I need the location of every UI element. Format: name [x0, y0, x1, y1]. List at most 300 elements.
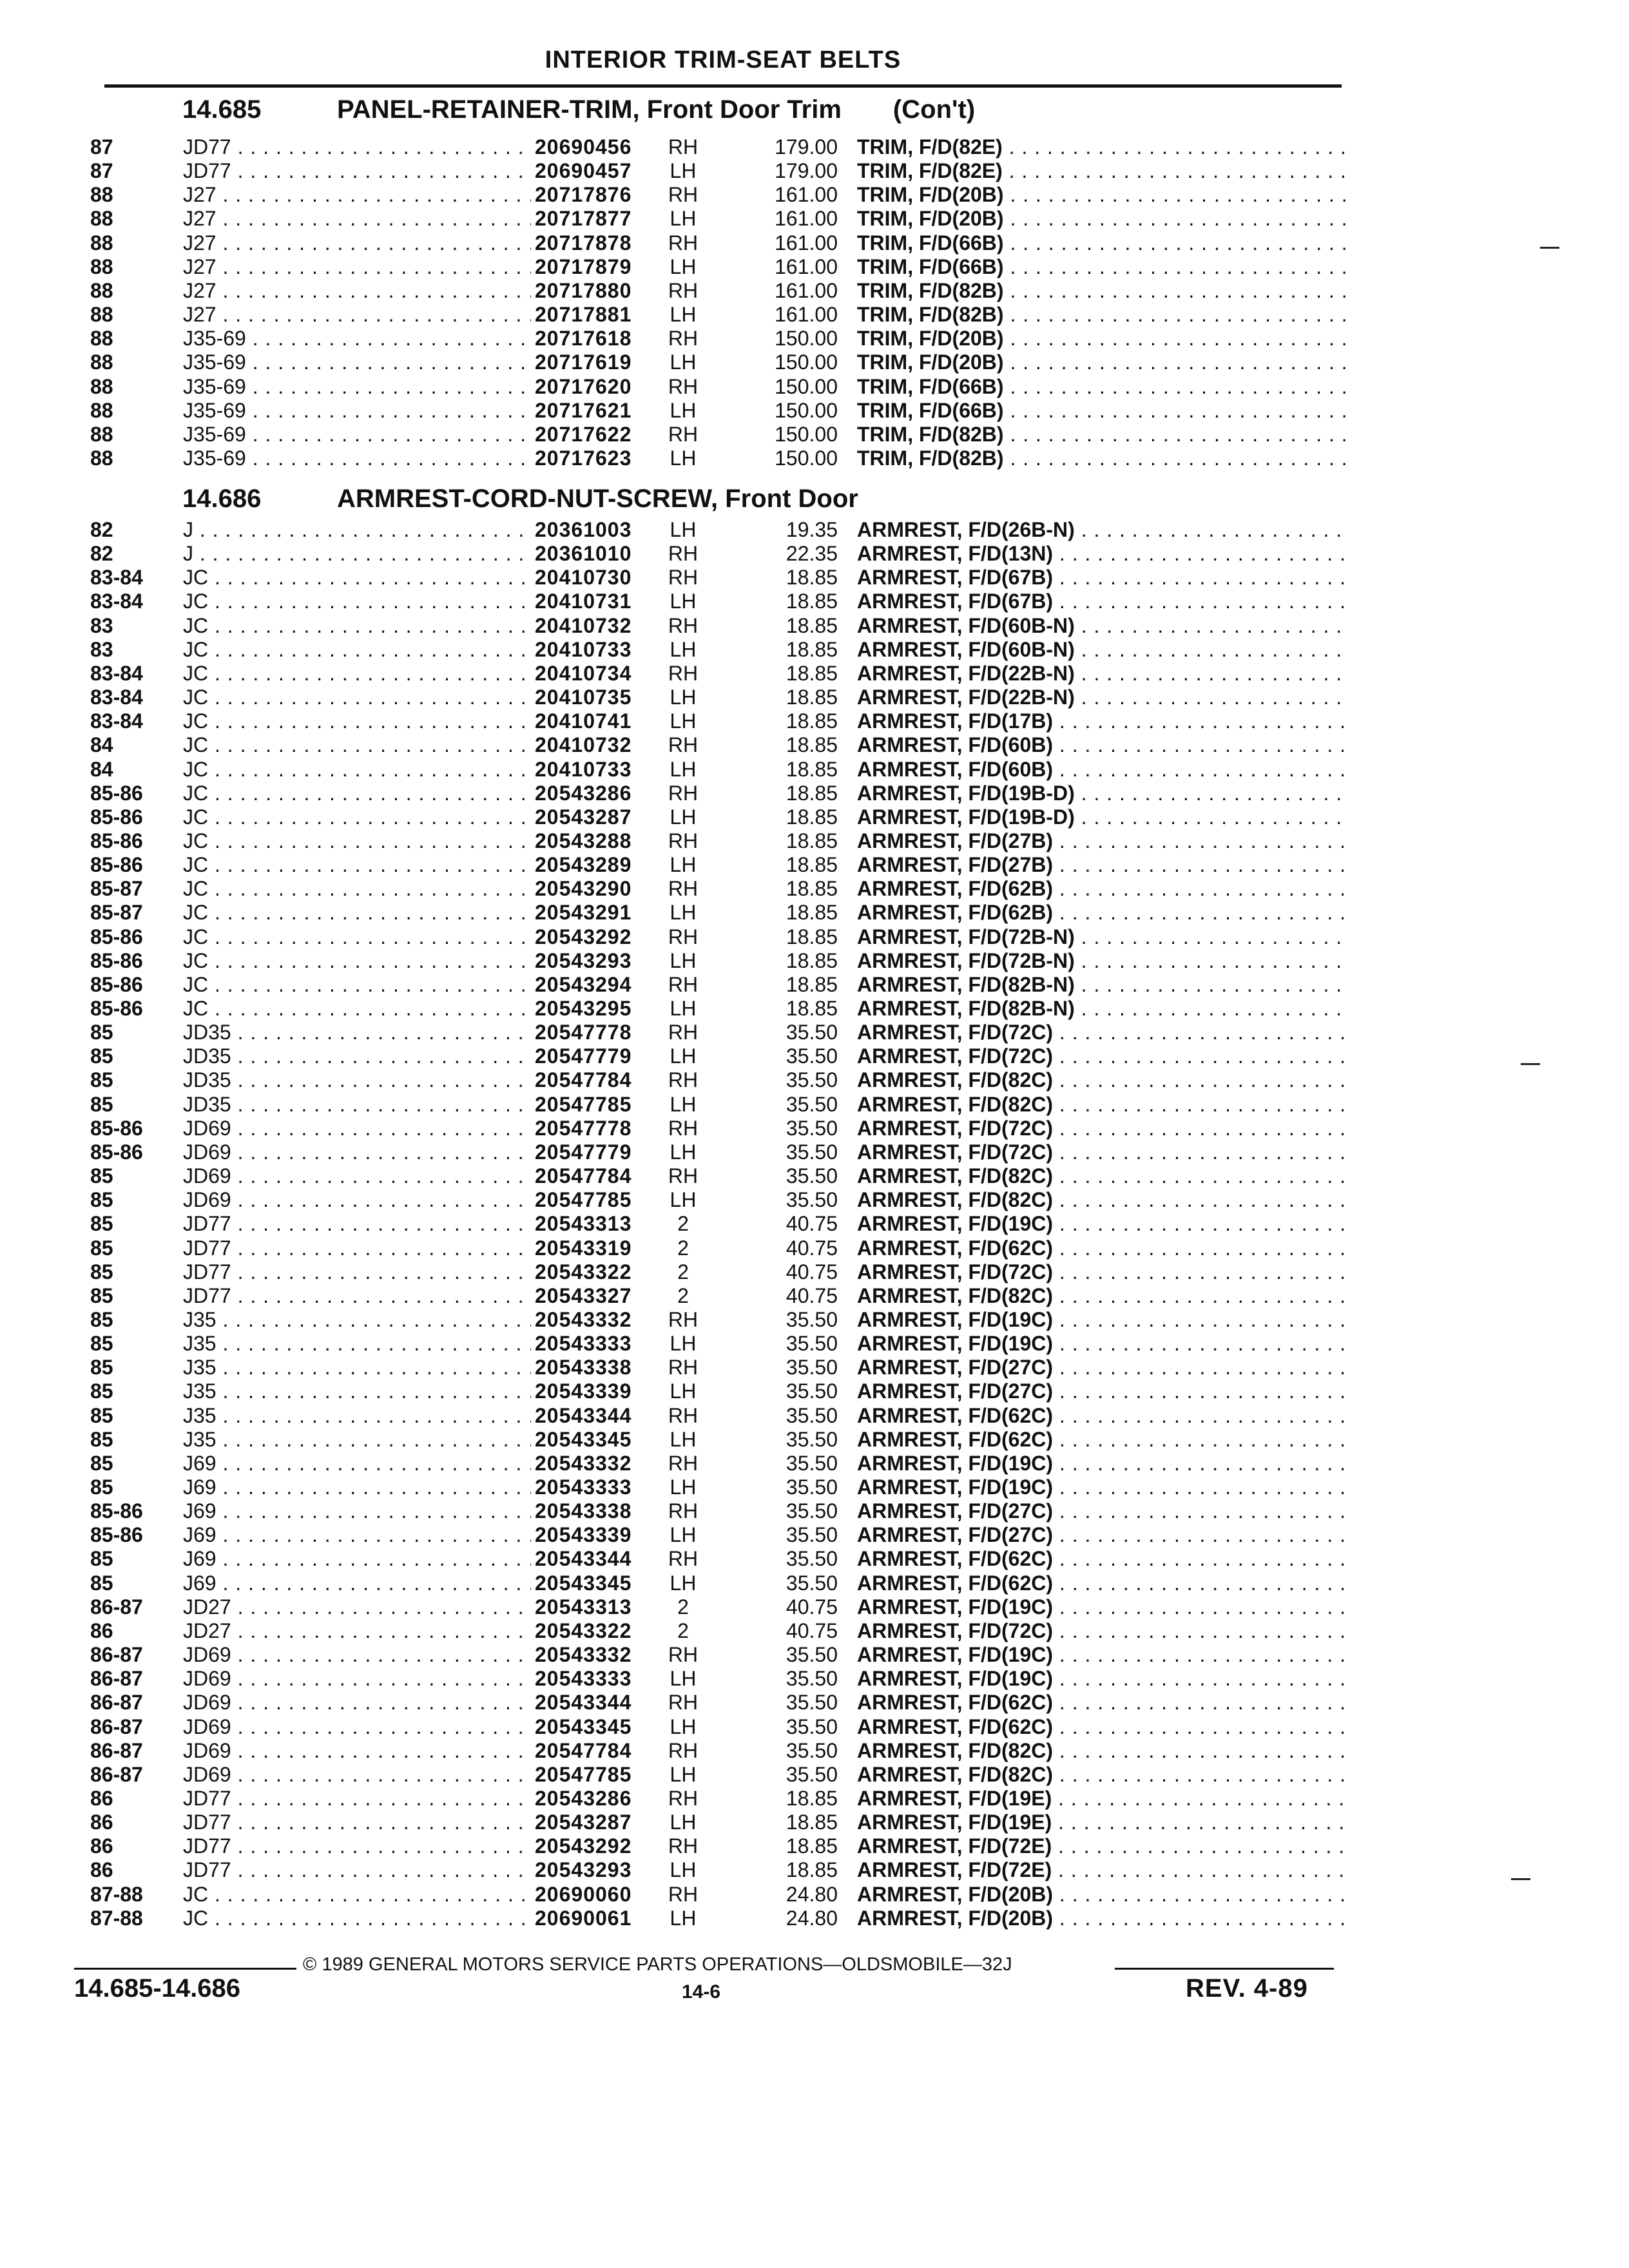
- price: 35.50: [786, 1164, 838, 1188]
- part-number: 20410735: [535, 686, 632, 709]
- part-description: ARMREST, F/D(72C) . . .: [857, 1117, 1347, 1140]
- model-year: 85-86: [90, 805, 143, 829]
- part-description: ARMREST, F/D(62C) . . .: [857, 1236, 1347, 1260]
- page-title: INTERIOR TRIM-SEAT BELTS: [545, 46, 901, 73]
- part-number: 20410734: [535, 661, 632, 685]
- price: 18.85: [786, 829, 838, 852]
- model-code: JC . . .: [183, 782, 531, 805]
- table-row: [0, 686, 1629, 709]
- part-description: ARMREST, F/D(19E) . . .: [857, 1811, 1347, 1834]
- model-code: JD69 . . .: [183, 1188, 531, 1212]
- model-year: 85: [90, 1475, 113, 1499]
- model-code: J27 . . .: [183, 255, 531, 279]
- model-year: 85: [90, 1283, 113, 1307]
- model-code: J35 . . .: [183, 1404, 531, 1428]
- part-description: ARMREST, F/D(72C) . . .: [857, 1021, 1347, 1044]
- part-description: ARMREST, F/D(72B-N) . . .: [857, 925, 1347, 949]
- part-description: ARMREST, F/D(72C) . . .: [857, 1260, 1347, 1284]
- side-or-quantity: RH: [668, 1116, 699, 1140]
- table-row: [0, 327, 1629, 351]
- model-year: 85: [90, 1379, 113, 1403]
- part-number: 20410732: [535, 613, 632, 637]
- part-description: TRIM, F/D(82E) . . .: [857, 135, 1347, 159]
- table-row: [0, 638, 1629, 662]
- model-code: J27 . . .: [183, 303, 531, 327]
- part-number: 20690456: [535, 135, 632, 159]
- part-number: 20543332: [535, 1451, 632, 1475]
- price: 18.85: [786, 733, 838, 757]
- model-code: JD77 . . .: [183, 1858, 531, 1882]
- price: 18.85: [786, 948, 838, 972]
- price: 35.50: [786, 1140, 838, 1164]
- model-code: J27 . . .: [183, 231, 531, 255]
- side-or-quantity: LH: [670, 637, 697, 661]
- table-row: [0, 303, 1629, 327]
- model-year: 85: [90, 1547, 113, 1571]
- side-or-quantity: 2: [677, 1595, 689, 1619]
- side-or-quantity: RH: [668, 1834, 699, 1858]
- part-number: 20547785: [535, 1762, 632, 1786]
- table-row: [0, 949, 1629, 973]
- model-code: JD77 . . .: [183, 1236, 531, 1260]
- model-code: J35-69 . . .: [183, 351, 531, 374]
- part-number: 20543345: [535, 1427, 632, 1451]
- price: 18.85: [786, 1786, 838, 1810]
- margin-mark: [1540, 247, 1559, 249]
- model-year: 86: [90, 1834, 113, 1858]
- table-row: [0, 542, 1629, 566]
- side-or-quantity: RH: [668, 1451, 699, 1475]
- part-description: TRIM, F/D(20B) . . .: [857, 327, 1347, 351]
- side-or-quantity: LH: [670, 1762, 697, 1786]
- price: 35.50: [786, 1356, 838, 1379]
- price: 35.50: [786, 1092, 838, 1116]
- model-year: 85: [90, 1332, 113, 1356]
- part-number: 20543333: [535, 1667, 632, 1691]
- model-code: JC . . .: [183, 925, 531, 949]
- side-or-quantity: LH: [670, 518, 697, 541]
- model-code: J27 . . .: [183, 207, 531, 231]
- table-row: [0, 1404, 1629, 1428]
- part-number: 20543290: [535, 877, 632, 901]
- side-or-quantity: RH: [668, 1738, 699, 1762]
- part-description: ARMREST, F/D(62B) . . .: [857, 901, 1347, 925]
- part-number: 20547778: [535, 1021, 632, 1044]
- model-year: 86: [90, 1786, 113, 1810]
- model-code: J35-69 . . .: [183, 399, 531, 423]
- price: 161.00: [775, 183, 838, 207]
- model-year: 85-86: [90, 781, 143, 805]
- model-year: 86-87: [90, 1643, 143, 1667]
- part-number: 20717879: [535, 255, 632, 278]
- part-description: ARMREST, F/D(62C) . . .: [857, 1428, 1347, 1452]
- model-year: 85-86: [90, 925, 143, 948]
- side-or-quantity: RH: [668, 1643, 699, 1667]
- table-row: [0, 1858, 1629, 1882]
- model-year: 85: [90, 1164, 113, 1188]
- part-number: 20547784: [535, 1738, 632, 1762]
- model-year: 88: [90, 327, 113, 351]
- model-code: J69 . . .: [183, 1452, 531, 1475]
- footer-revision: REV. 4-89: [1186, 1974, 1308, 2003]
- part-number: 20543293: [535, 1858, 632, 1882]
- part-description: ARMREST, F/D(19B-D) . . .: [857, 805, 1347, 829]
- model-code: JD35 . . .: [183, 1093, 531, 1117]
- side-or-quantity: RH: [668, 877, 699, 901]
- model-code: JC . . .: [183, 614, 531, 638]
- part-description: ARMREST, F/D(60B) . . .: [857, 733, 1347, 757]
- side-or-quantity: LH: [670, 398, 697, 422]
- part-number: 20410731: [535, 590, 632, 613]
- model-code: JC . . .: [183, 949, 531, 973]
- model-code: JD69 . . .: [183, 1739, 531, 1763]
- part-description: ARMREST, F/D(72C) . . .: [857, 1044, 1347, 1068]
- model-code: J35 . . .: [183, 1332, 531, 1356]
- part-number: 20410733: [535, 757, 632, 781]
- part-description: ARMREST, F/D(13N) . . .: [857, 542, 1347, 566]
- model-year: 83-84: [90, 566, 143, 590]
- part-number: 20410730: [535, 566, 632, 590]
- section-continued-note: (Con't): [892, 95, 976, 124]
- price: 18.85: [786, 613, 838, 637]
- side-or-quantity: RH: [668, 1547, 699, 1571]
- side-or-quantity: LH: [670, 255, 697, 278]
- section-title: PANEL-RETAINER-TRIM, Front Door Trim: [337, 95, 842, 124]
- table-row: [0, 1595, 1629, 1619]
- side-or-quantity: RH: [668, 1068, 699, 1092]
- table-row: [0, 1140, 1629, 1164]
- model-code: J69 . . .: [183, 1571, 531, 1595]
- part-number: 20361003: [535, 518, 632, 541]
- part-number: 20717881: [535, 303, 632, 327]
- model-code: JC . . .: [183, 829, 531, 853]
- price: 35.50: [786, 1762, 838, 1786]
- model-code: JD27 . . .: [183, 1619, 531, 1643]
- model-code: JD35 . . .: [183, 1068, 531, 1092]
- model-year: 88: [90, 255, 113, 278]
- model-year: 86-87: [90, 1738, 143, 1762]
- table-row: [0, 1547, 1629, 1571]
- table-row: [0, 255, 1629, 279]
- part-description: ARMREST, F/D(62C) . . .: [857, 1547, 1347, 1571]
- table-row: [0, 877, 1629, 901]
- model-year: 83: [90, 613, 113, 637]
- model-year: 85-86: [90, 1116, 143, 1140]
- model-year: 85-86: [90, 997, 143, 1020]
- price: 35.50: [786, 1332, 838, 1356]
- part-description: ARMREST, F/D(22B-N) . . .: [857, 662, 1347, 686]
- footer-page-number: 14-6: [682, 1981, 721, 2003]
- price: 40.75: [786, 1212, 838, 1236]
- part-number: 20410732: [535, 733, 632, 757]
- part-number: 20717619: [535, 351, 632, 374]
- part-description: ARMREST, F/D(19C) . . .: [857, 1452, 1347, 1475]
- table-row: [0, 1164, 1629, 1188]
- table-row: [0, 1260, 1629, 1284]
- part-description: ARMREST, F/D(67B) . . .: [857, 566, 1347, 590]
- part-description: TRIM, F/D(20B) . . .: [857, 207, 1347, 231]
- side-or-quantity: RH: [668, 566, 699, 590]
- side-or-quantity: RH: [668, 278, 699, 302]
- table-row: [0, 1883, 1629, 1907]
- part-description: TRIM, F/D(20B) . . .: [857, 183, 1347, 207]
- table-row: [0, 1499, 1629, 1523]
- part-number: 20543332: [535, 1307, 632, 1331]
- part-number: 20543295: [535, 997, 632, 1020]
- model-year: 85: [90, 1403, 113, 1427]
- part-number: 20717622: [535, 422, 632, 446]
- table-row: [0, 447, 1629, 470]
- part-number: 20543286: [535, 781, 632, 805]
- model-code: J27 . . .: [183, 279, 531, 303]
- part-number: 20543292: [535, 925, 632, 948]
- part-number: 20547778: [535, 1116, 632, 1140]
- price: 18.85: [786, 997, 838, 1020]
- model-year: 85-86: [90, 829, 143, 852]
- side-or-quantity: RH: [668, 829, 699, 852]
- model-year: 87: [90, 135, 113, 159]
- price: 35.50: [786, 1379, 838, 1403]
- part-description: ARMREST, F/D(27C) . . .: [857, 1499, 1347, 1523]
- footer-section-range: 14.685-14.686: [74, 1974, 241, 2003]
- table-row: [0, 159, 1629, 183]
- side-or-quantity: RH: [668, 135, 699, 159]
- table-row: [0, 351, 1629, 374]
- model-code: JD77 . . .: [183, 1811, 531, 1834]
- table-row: [0, 1763, 1629, 1787]
- part-number: 20690060: [535, 1882, 632, 1906]
- part-number: 20543338: [535, 1499, 632, 1523]
- part-number: 20410733: [535, 637, 632, 661]
- part-number: 20717618: [535, 327, 632, 351]
- part-number: 20717620: [535, 374, 632, 398]
- table-row: [0, 1236, 1629, 1260]
- price: 18.85: [786, 925, 838, 948]
- model-code: JC . . .: [183, 805, 531, 829]
- part-number: 20543327: [535, 1283, 632, 1307]
- part-number: 20543344: [535, 1547, 632, 1571]
- part-number: 20543333: [535, 1332, 632, 1356]
- model-code: JD77 . . .: [183, 1212, 531, 1236]
- part-description: ARMREST, F/D(82C) . . .: [857, 1739, 1347, 1763]
- part-description: ARMREST, F/D(26B-N) . . .: [857, 518, 1347, 542]
- model-code: JC . . .: [183, 901, 531, 925]
- part-description: ARMREST, F/D(67B) . . .: [857, 590, 1347, 613]
- part-description: ARMREST, F/D(19C) . . .: [857, 1212, 1347, 1236]
- model-code: JD77 . . .: [183, 1284, 531, 1308]
- price: 150.00: [775, 398, 838, 422]
- side-or-quantity: LH: [670, 1332, 697, 1356]
- model-code: J . . .: [183, 518, 531, 542]
- price: 150.00: [775, 374, 838, 398]
- model-year: 87-88: [90, 1906, 143, 1930]
- price: 22.35: [786, 542, 838, 566]
- part-description: ARMREST, F/D(62C) . . .: [857, 1571, 1347, 1595]
- side-or-quantity: RH: [668, 422, 699, 446]
- side-or-quantity: RH: [668, 1499, 699, 1523]
- model-code: JD69 . . .: [183, 1763, 531, 1787]
- side-or-quantity: LH: [670, 757, 697, 781]
- side-or-quantity: RH: [668, 1021, 699, 1044]
- price: 150.00: [775, 327, 838, 351]
- part-description: ARMREST, F/D(82C) . . .: [857, 1093, 1347, 1117]
- table-row: [0, 1379, 1629, 1403]
- side-or-quantity: LH: [670, 1906, 697, 1930]
- model-year: 86: [90, 1811, 113, 1834]
- model-year: 83-84: [90, 709, 143, 733]
- table-row: [0, 997, 1629, 1021]
- header-rule: [104, 84, 1342, 88]
- price: 18.85: [786, 877, 838, 901]
- side-or-quantity: RH: [668, 374, 699, 398]
- part-number: 20690061: [535, 1906, 632, 1930]
- table-row: [0, 1428, 1629, 1452]
- table-row: [0, 279, 1629, 303]
- part-description: ARMREST, F/D(82C) . . .: [857, 1164, 1347, 1188]
- model-code: JC . . .: [183, 1907, 531, 1930]
- model-year: 85: [90, 1092, 113, 1116]
- part-description: ARMREST, F/D(62C) . . .: [857, 1691, 1347, 1715]
- model-year: 88: [90, 207, 113, 231]
- table-row: [0, 1667, 1629, 1691]
- part-number: 20547779: [535, 1140, 632, 1164]
- table-row: [0, 1619, 1629, 1643]
- price: 179.00: [775, 159, 838, 183]
- footer-rule-left: [74, 1968, 296, 1970]
- side-or-quantity: RH: [668, 661, 699, 685]
- model-code: JC . . .: [183, 638, 531, 662]
- price: 161.00: [775, 207, 838, 231]
- side-or-quantity: LH: [670, 1092, 697, 1116]
- part-description: ARMREST, F/D(72C) . . .: [857, 1619, 1347, 1643]
- side-or-quantity: LH: [670, 805, 697, 829]
- part-number: 20543287: [535, 1811, 632, 1834]
- table-row: [0, 973, 1629, 997]
- model-year: 88: [90, 398, 113, 422]
- table-row: [0, 1475, 1629, 1499]
- part-description: TRIM, F/D(66B) . . .: [857, 231, 1347, 255]
- model-year: 85: [90, 1188, 113, 1212]
- section-heading: [182, 485, 858, 514]
- model-code: JC . . .: [183, 733, 531, 757]
- model-year: 86-87: [90, 1715, 143, 1738]
- part-number: 20543345: [535, 1571, 632, 1595]
- table-row: [0, 782, 1629, 805]
- price: 40.75: [786, 1619, 838, 1642]
- price: 18.85: [786, 590, 838, 613]
- side-or-quantity: LH: [670, 853, 697, 877]
- side-or-quantity: LH: [670, 1188, 697, 1212]
- table-row: [0, 853, 1629, 877]
- table-row: [0, 1044, 1629, 1068]
- table-row: [0, 1356, 1629, 1379]
- part-number: 20543339: [535, 1523, 632, 1547]
- model-code: JD77 . . .: [183, 135, 531, 159]
- table-row: [0, 614, 1629, 638]
- side-or-quantity: RH: [668, 613, 699, 637]
- part-number: 20543286: [535, 1786, 632, 1810]
- part-description: ARMREST, F/D(82C) . . .: [857, 1188, 1347, 1212]
- model-year: 84: [90, 733, 113, 757]
- model-code: JD69 . . .: [183, 1643, 531, 1667]
- side-or-quantity: RH: [668, 1356, 699, 1379]
- table-row: [0, 1332, 1629, 1356]
- table-row: [0, 423, 1629, 447]
- model-year: 86-87: [90, 1762, 143, 1786]
- part-description: TRIM, F/D(82E) . . .: [857, 159, 1347, 183]
- model-code: JC . . .: [183, 686, 531, 709]
- model-year: 85: [90, 1068, 113, 1092]
- part-description: TRIM, F/D(66B) . . .: [857, 255, 1347, 279]
- part-description: ARMREST, F/D(20B) . . .: [857, 1907, 1347, 1930]
- price: 35.50: [786, 1715, 838, 1738]
- model-code: JD35 . . .: [183, 1044, 531, 1068]
- part-number: 20543345: [535, 1715, 632, 1738]
- side-or-quantity: LH: [670, 351, 697, 374]
- part-number: 20690457: [535, 159, 632, 183]
- side-or-quantity: RH: [668, 1307, 699, 1331]
- price: 18.85: [786, 1811, 838, 1834]
- part-number: 20717877: [535, 207, 632, 231]
- part-number: 20543333: [535, 1475, 632, 1499]
- part-description: ARMREST, F/D(72E) . . .: [857, 1834, 1347, 1858]
- section-number: 14.686: [182, 485, 262, 513]
- side-or-quantity: LH: [670, 1811, 697, 1834]
- model-year: 83-84: [90, 590, 143, 613]
- part-number: 20717621: [535, 398, 632, 422]
- price: 161.00: [775, 255, 838, 278]
- part-description: ARMREST, F/D(27B) . . .: [857, 853, 1347, 877]
- part-number: 20543294: [535, 972, 632, 996]
- side-or-quantity: LH: [670, 997, 697, 1020]
- price: 40.75: [786, 1595, 838, 1619]
- price: 18.85: [786, 1834, 838, 1858]
- table-row: [0, 1117, 1629, 1140]
- side-or-quantity: RH: [668, 972, 699, 996]
- model-code: J35-69 . . .: [183, 375, 531, 399]
- price: 35.50: [786, 1547, 838, 1571]
- model-year: 83-84: [90, 686, 143, 709]
- model-year: 85: [90, 1044, 113, 1068]
- footer-copyright: © 1989 GENERAL MOTORS SERVICE PARTS OPERATIONS—OLDSMOBILE—32J: [303, 1954, 1012, 1975]
- model-year: 88: [90, 303, 113, 327]
- side-or-quantity: LH: [670, 1475, 697, 1499]
- side-or-quantity: RH: [668, 733, 699, 757]
- side-or-quantity: RH: [668, 1403, 699, 1427]
- table-row: [0, 1021, 1629, 1044]
- footer-rule-right: [1115, 1968, 1334, 1970]
- side-or-quantity: RH: [668, 1882, 699, 1906]
- table-row: [0, 1308, 1629, 1332]
- side-or-quantity: LH: [670, 1140, 697, 1164]
- part-description: TRIM, F/D(82B) . . .: [857, 279, 1347, 303]
- part-number: 20543322: [535, 1619, 632, 1642]
- section-heading: [182, 95, 975, 124]
- part-description: ARMREST, F/D(19C) . . .: [857, 1643, 1347, 1667]
- model-code: J35-69 . . .: [183, 423, 531, 447]
- table-row: [0, 1811, 1629, 1834]
- part-description: ARMREST, F/D(72B-N) . . .: [857, 949, 1347, 973]
- part-number: 20547779: [535, 1044, 632, 1068]
- price: 18.85: [786, 686, 838, 709]
- part-description: ARMREST, F/D(62C) . . .: [857, 1404, 1347, 1428]
- part-number: 20543313: [535, 1595, 632, 1619]
- model-code: J . . .: [183, 542, 531, 566]
- price: 18.85: [786, 853, 838, 877]
- model-code: JD77 . . .: [183, 159, 531, 183]
- table-row: [0, 925, 1629, 949]
- model-code: JD69 . . .: [183, 1164, 531, 1188]
